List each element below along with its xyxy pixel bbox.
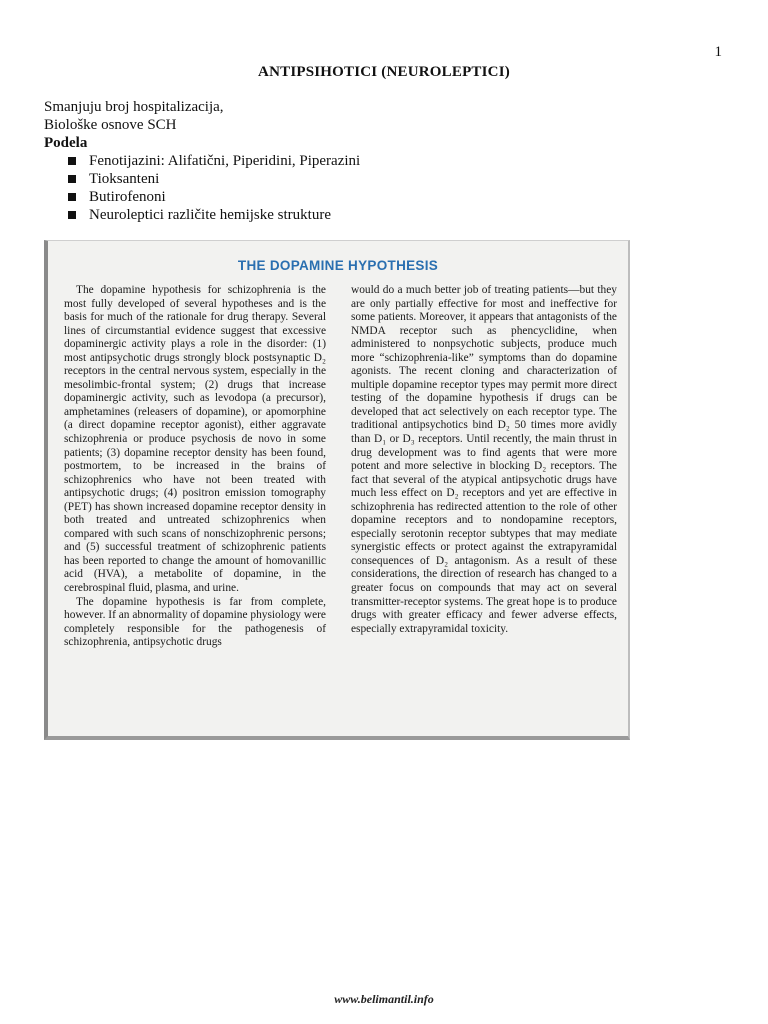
- square-bullet-icon: [68, 211, 76, 219]
- intro-line: Smanjuju broj hospitalizacija,: [44, 99, 224, 115]
- box-paragraph: would do a much better job of treating patients—but they are only partially effective for most and ineffective for some patients. Moreover, it appears that antagonists of the NMDA receptor such as phencyclidine, when administered to nonpsychotic subjects, produce much more “schizophrenia-like” symptoms than do dopamine agonists. The recent cloning and characterization of multiple dopamine receptor types may permit more direct testing of the dopamine hypothesis if drugs can be developed that act selectively on each receptor type. The traditional antipsychotics bind D₂ 50 times more avidly than D₁ or D₃ receptors. Until recently, the main thrust in drug development was to find agents that were more potent and more selective in blocking D₂ receptors. The fact that several of the atypical antipsychotic drugs have much less effect on D₂ receptors and yet are effective in schizophrenia has redirected attention to the role of other dopamine receptors and to nondopamine receptors, especially serotonin receptor subtypes that may mediate synergistic effects or protect against the extrapyramidal consequences of D₂ antagonism. As a result of these considerations, the direction of research has changed to a greater focus on compounds that may act on several transmitter-receptor systems. The great hope is to produce drugs with greater efficacy and fewer adverse effects, especially extrapyramidal toxicity.: [351, 284, 617, 635]
- square-bullet-icon: [68, 175, 76, 183]
- page-title: ANTIPSIHOTICI (NEUROLEPTICI): [258, 64, 510, 80]
- box-paragraph: The dopamine hypothesis for schizophrenia is the most fully developed of several hypotheses and is the basis for much of the rationale for drug therapy. Several lines of circumstantial evidence suggest that excessive dopaminergic activity plays a role in the disorder: (1) most antipsychotic drugs strongly block postsynaptic D₂ receptors in the central nervous system, especially in the mesolimbic-frontal system; (2) drugs that increase dopaminergic activity, such as levodopa (a precursor), amphetamines (releasers of dopamine), or apomorphine (a direct dopamine receptor agonist), either aggravate schizophrenia or produce psychosis de novo in some patients; (3) dopamine receptor density has been found, postmortem, to be increased in the brains of schizophrenics who have not been treated with antipsychotic drugs; (4) positron emission tomography (PET) has shown increased dopamine receptor density in both treated and untreated schizophrenics when compared with such scans of nonschizophrenic persons; and (5) successful treatment of schizophrenic patients has been reported to change the amount of homovanillic acid (HVA), a metabolite of dopamine, in the cerebrospinal fluid, plasma, and urine.: [64, 284, 326, 595]
- box-paragraph: The dopamine hypothesis is far from complete, however. If an abnormality of dopamine physiology were completely responsible for the pathogenesis of schizophrenia, antipsychotic drugs: [64, 595, 326, 649]
- box-title: THE DOPAMINE HYPOTHESIS: [237, 258, 439, 273]
- list-item: [68, 206, 360, 224]
- list-item-label: Fenotijazini: Alifatični, Piperidini, Piperazini: [89, 153, 361, 169]
- page-number: 1: [714, 44, 722, 60]
- list-item: [68, 170, 360, 188]
- footer-url: www.belimantil.info: [334, 992, 434, 1006]
- intro-section: [44, 98, 360, 224]
- dopamine-hypothesis-box: [44, 240, 630, 740]
- list-item-label: Neuroleptici različite hemijske strukture: [89, 207, 331, 223]
- list-item: [68, 188, 360, 206]
- box-column-left: [64, 284, 326, 650]
- list-item-label: Tioksanteni: [89, 171, 160, 187]
- list-item-label: Butirofenoni: [89, 189, 166, 205]
- square-bullet-icon: [68, 193, 76, 201]
- list-item: [68, 152, 360, 170]
- section-heading: Podela: [44, 135, 88, 151]
- intro-line: Biološke osnove SCH: [44, 117, 177, 133]
- classification-list: [44, 152, 360, 224]
- box-column-right: [351, 284, 617, 636]
- square-bullet-icon: [68, 157, 76, 165]
